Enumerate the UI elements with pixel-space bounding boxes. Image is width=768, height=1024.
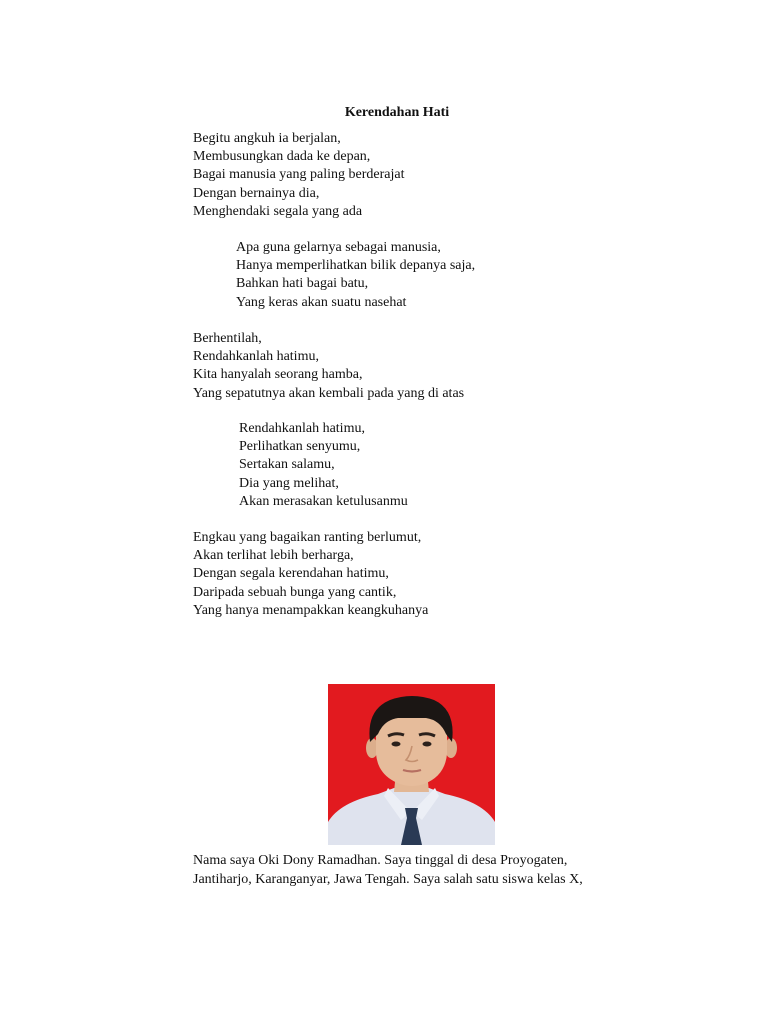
poem-line: Daripada sebuah bunga yang cantik, (193, 584, 397, 600)
poem-stanza-5 (193, 529, 428, 620)
poem-line: Dengan segala kerendahan hatimu, (193, 566, 389, 582)
poem-line: Engkau yang bagaikan ranting berlumut, (193, 530, 422, 545)
poem-line: Dengan bernainya dia, (193, 185, 320, 201)
poem-line: Bagai manusia yang paling berderajat (193, 167, 405, 183)
poem-line: Akan merasakan ketulusanmu (239, 493, 408, 509)
poem-line: Menghendaki segala yang ada (193, 203, 363, 219)
bio-paragraph (193, 852, 633, 889)
poem-stanza-2 (236, 239, 475, 312)
poem-line: Begitu angkuh ia berjalan, (193, 131, 341, 146)
poem-line: Akan terlihat lebih berharga, (193, 548, 354, 564)
bio-line: Jantiharjo, Karanganyar, Jawa Tengah. Saya salah satu siswa kelas X, (193, 871, 583, 887)
bio-line: Nama saya Oki Dony Ramadhan. Saya tinggal di desa Proyogaten, (193, 853, 568, 868)
poem-line: Bahkan hati bagai batu, (236, 276, 369, 292)
eye-right (423, 742, 432, 747)
poem-stanza-3 (193, 330, 464, 403)
poem-line: Yang sepatutnya akan kembali pada yang di atas (193, 385, 465, 401)
poem-line: Rendahkanlah hatimu, (193, 349, 319, 365)
poem-stanza-1 (193, 130, 404, 221)
poem-line: Sertakan salamu, (239, 457, 335, 473)
poem-line: Kita hanyalah seorang hamba, (193, 367, 363, 383)
eye-left (392, 742, 401, 747)
poem-line: Hanya memperlihatkan bilik depanya saja, (236, 258, 476, 274)
poem-line: Yang keras akan suatu nasehat (236, 294, 407, 310)
poem-line: Dia yang melihat, (239, 475, 339, 491)
poem-line: Membusungkan dada ke depan, (193, 149, 371, 165)
poem-line: Berhentilah, (193, 331, 262, 346)
poem-line: Apa guna gelarnya sebagai manusia, (236, 240, 441, 255)
poem-stanza-4 (239, 420, 408, 511)
page-title: Kerendahan Hati (344, 105, 450, 120)
portrait-illustration (328, 684, 495, 845)
poem-line: Rendahkanlah hatimu, (239, 421, 365, 436)
poem-line: Perlihatkan senyumu, (239, 439, 361, 455)
poem-line: Yang hanya menampakkan keangkuhanya (193, 602, 429, 618)
student-portrait-photo (328, 684, 495, 845)
